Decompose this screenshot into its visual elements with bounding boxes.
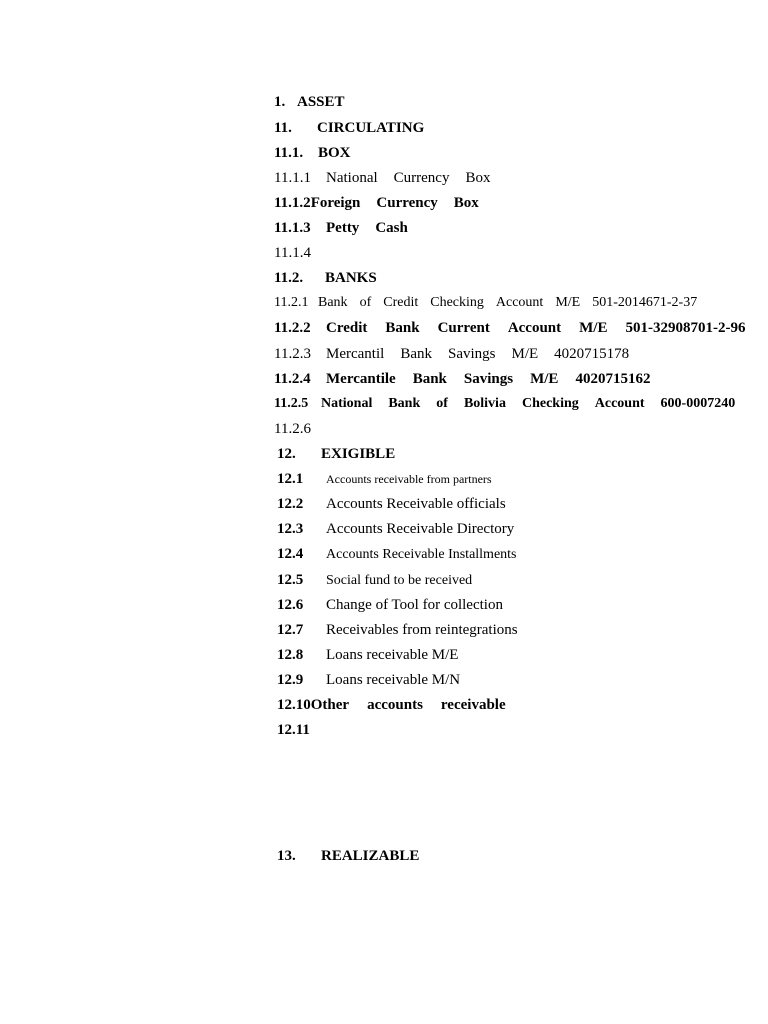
account-code: 11.2.2 [274, 320, 311, 336]
account-name-word: of [436, 396, 448, 411]
account-line [277, 648, 458, 663]
account-line [277, 447, 395, 462]
account-name: Loans receivable M/E [326, 647, 459, 663]
account-name-word: Credit [383, 295, 419, 310]
account-name: Accounts receivable from partners [326, 472, 492, 486]
account-number: 4020715162 [575, 371, 651, 387]
account-line [274, 422, 311, 437]
account-name-word: National [321, 396, 373, 411]
account-code: 12.8 [277, 647, 304, 663]
account-name-word: Foreign [310, 195, 361, 211]
account-name: BANKS [325, 270, 377, 286]
account-code: 11.2. [274, 270, 304, 286]
account-line [274, 196, 479, 211]
account-name-word: Currency [376, 195, 438, 211]
account-name-word: Savings [463, 371, 514, 387]
account-code: 12.7 [277, 622, 304, 638]
account-line [277, 547, 517, 562]
account-name-word: accounts [367, 697, 423, 713]
account-code: 11. [274, 120, 292, 136]
account-line [277, 497, 506, 512]
account-code: 11.2.6 [274, 421, 311, 437]
account-name-word: receivable [440, 697, 506, 713]
account-line [277, 849, 419, 864]
account-code: 11.1.4 [274, 245, 311, 261]
account-name-word: Account [495, 295, 544, 310]
account-code: 11.1.2 [274, 195, 311, 211]
account-code: 12.5 [277, 572, 304, 588]
account-code: 11.2.3 [274, 346, 311, 362]
account-line [274, 146, 351, 161]
account-line [277, 598, 503, 613]
account-code: 1. [274, 94, 286, 110]
account-name-word: National [326, 170, 378, 186]
account-code: 11.1.1 [274, 170, 311, 186]
account-code: 13. [277, 848, 296, 864]
account-name-word: Mercantile [326, 371, 396, 387]
account-code: 11.1.3 [274, 220, 311, 236]
account-number: 600-0007240 [660, 396, 736, 411]
account-name-word: Credit [326, 320, 368, 336]
account-line [274, 121, 424, 136]
account-line [274, 171, 490, 186]
account-name-word: Current [437, 320, 490, 336]
account-line [274, 372, 650, 387]
account-name: ASSET [297, 94, 345, 110]
account-name-word: Bank [388, 396, 421, 411]
account-name-word: Bank [400, 346, 432, 362]
account-line [274, 221, 408, 236]
account-code: 11.2.5 [274, 396, 309, 411]
account-name: Social fund to be received [326, 573, 473, 588]
account-name-word: Box [453, 195, 479, 211]
account-name-word: M/E [579, 320, 608, 336]
account-code: 12.2 [277, 496, 304, 512]
account-line [274, 321, 745, 336]
account-name-word: of [359, 295, 372, 310]
account-line [277, 522, 514, 537]
account-code: 12.10 [277, 697, 311, 713]
account-name-word: Checking [521, 396, 579, 411]
account-number: 4020715178 [554, 346, 630, 362]
account-line [274, 347, 629, 362]
account-code: 12.1 [277, 471, 304, 487]
account-name-word: Savings [447, 346, 496, 362]
account-name: Receivables from reintegrations [326, 622, 518, 638]
account-line [274, 271, 377, 286]
account-line [277, 623, 518, 638]
account-code: 12. [277, 446, 296, 462]
account-line [277, 472, 492, 487]
account-name-word: Currency [393, 170, 450, 186]
account-number: 501-32908701-2-96 [625, 320, 746, 336]
account-line [277, 673, 460, 688]
account-line [277, 723, 310, 738]
account-name: CIRCULATING [317, 120, 425, 136]
account-code: 12.4 [277, 546, 304, 562]
account-name-word: Other [310, 697, 350, 713]
account-name: EXIGIBLE [321, 446, 396, 462]
account-code: 12.11 [277, 722, 310, 738]
account-name: Accounts Receivable officials [326, 496, 506, 512]
account-line [274, 246, 311, 261]
account-code: 12.3 [277, 521, 304, 537]
account-name-word: M/E [555, 295, 581, 310]
account-name-word: Account [594, 396, 645, 411]
account-name-word: Bolivia [463, 396, 506, 411]
account-name-word: Petty [326, 220, 360, 236]
account-name-word: Checking [430, 295, 484, 310]
account-name-word: Bank [385, 320, 420, 336]
account-line [274, 397, 735, 411]
account-code: 12.9 [277, 672, 304, 688]
account-name-word: Account [507, 320, 562, 336]
account-name: Loans receivable M/N [326, 672, 461, 688]
account-name-word: Box [465, 170, 491, 186]
account-name: REALIZABLE [321, 848, 420, 864]
account-code: 11.2.4 [274, 371, 311, 387]
account-name-word: M/E [530, 371, 559, 387]
account-line [274, 296, 697, 310]
account-number: 501-2014671-2-37 [592, 295, 698, 310]
account-name: Accounts Receivable Directory [326, 521, 515, 537]
account-name-word: M/E [511, 346, 539, 362]
account-name-word: Bank [412, 371, 447, 387]
account-name: Change of Tool for collection [326, 597, 503, 613]
account-name-word: Bank [318, 295, 348, 310]
account-name-word: Cash [375, 220, 408, 236]
account-line [277, 573, 472, 588]
account-name: BOX [318, 145, 351, 161]
account-name-word: Mercantil [326, 346, 385, 362]
account-line [277, 698, 506, 713]
account-line [274, 95, 345, 110]
account-name: Accounts Receivable Installments [326, 547, 517, 562]
account-code: 12.6 [277, 597, 304, 613]
account-code: 11.1. [274, 145, 304, 161]
account-code: 11.2.1 [274, 295, 309, 310]
